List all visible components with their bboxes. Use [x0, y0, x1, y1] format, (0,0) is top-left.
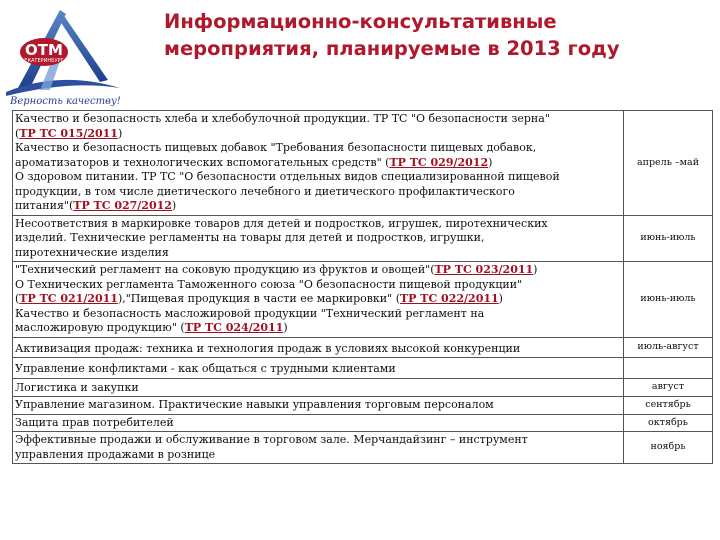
event-topic-line — [15, 263, 621, 278]
table-row — [13, 397, 713, 415]
event-topic-line — [15, 433, 621, 448]
event-topic-cell — [13, 262, 624, 338]
regulation-reference: ТР ТС 022/2011 — [400, 292, 499, 305]
topic-text: Управление магазином. Практические навыки управления торговым персоналом — [15, 398, 494, 411]
topic-text: Качество и безопасность масложировой продукции "Технический регламент на — [15, 306, 485, 320]
event-date-cell: ноябрь — [624, 432, 713, 464]
topic-text: изделий. Технические регламенты на товары для детей и подростков, игрушки, — [15, 231, 485, 244]
title-line-1: Информационно-консультативные — [164, 10, 557, 33]
topic-text: Эффективные продажи и обслуживание в торговом зале. Мерчандайзинг – инструмент — [15, 433, 528, 446]
title-line-2: мероприятия, планируемые в 2013 году — [164, 37, 620, 60]
topic-text: продукции, в том числе диетического лечебного и диетического профилактического — [15, 184, 515, 198]
event-date-cell: сентябрь — [624, 397, 713, 415]
regulation-reference: ТР ТС 015/2011 — [19, 126, 118, 140]
table-row — [13, 111, 713, 216]
topic-text: О Технических регламента Таможенного союза "О безопасности пищевой продукции" — [15, 277, 523, 291]
event-topic-line — [15, 278, 621, 293]
logo-text: ОТМ — [25, 41, 63, 59]
event-date-cell: август — [624, 378, 713, 397]
topic-text: ),"Пищевая продукция в части ее маркировки" ( — [117, 292, 400, 305]
event-topic-line — [15, 307, 621, 322]
events-table — [12, 110, 708, 464]
event-topic-line — [15, 398, 621, 413]
topic-text: пиротехнические изделия — [15, 245, 169, 259]
topic-text: масложировую продукцию" ( — [15, 321, 185, 334]
table-row — [13, 378, 713, 397]
event-date-cell: июнь-июль — [624, 262, 713, 338]
event-topic-line — [15, 199, 621, 214]
event-topic-line — [15, 362, 621, 377]
tagline: Верность качеству! — [10, 96, 121, 107]
event-topic-cell — [13, 432, 624, 464]
event-topic-line — [15, 292, 621, 307]
event-topic-cell — [13, 215, 624, 262]
topic-text: питания"( — [15, 199, 74, 212]
logo-subtext: ЕКАТЕРИНБУРГ — [24, 58, 64, 64]
event-topic-cell — [13, 337, 624, 358]
regulation-reference: ТР ТС 024/2011 — [184, 321, 284, 334]
topic-text: ) — [498, 292, 503, 305]
regulation-reference: ТР ТС 021/2011 — [19, 292, 118, 305]
topic-text: ( — [15, 292, 20, 305]
table-row — [13, 337, 713, 358]
topic-text: Логистика и закупки — [15, 380, 139, 394]
topic-text: Защита прав потребителей — [15, 415, 174, 429]
topic-text: ) — [283, 321, 288, 334]
topic-text: Качество и безопасность хлеба и хлебобулочной продукции. ТР ТС "О безопасности зерна" — [15, 112, 550, 125]
table-row — [13, 432, 713, 464]
topic-text: управления продажами в рознице — [15, 447, 216, 461]
event-topic-cell — [13, 378, 624, 397]
topic-text: ) — [171, 199, 177, 212]
event-topic-cell — [13, 414, 624, 432]
page-title — [164, 8, 714, 62]
event-topic-line — [15, 112, 621, 127]
topic-text: ) — [533, 263, 538, 276]
topic-text: ароматизаторов и технологических вспомогательных средств" ( — [15, 155, 390, 169]
topic-text: ) — [488, 155, 493, 169]
event-topic-line — [15, 416, 621, 431]
event-date-cell: июль-август — [624, 337, 713, 358]
regulation-reference: ТР ТС 029/2012 — [389, 155, 489, 169]
regulation-reference: ТР ТС 023/2011 — [434, 263, 534, 276]
event-topic-cell — [13, 358, 624, 379]
topic-text: Активизация продаж: техника и технология продаж в условиях высокой конкуренции — [15, 341, 521, 355]
event-topic-line — [15, 381, 621, 396]
regulation-reference: ТР ТС 027/2012 — [73, 199, 172, 212]
event-topic-line — [15, 185, 621, 200]
topic-text: О здоровом питании. ТР ТС "О безопасности отдельных видов специализированной пищевой — [15, 170, 560, 183]
event-topic-line — [15, 156, 621, 171]
topic-text: Несоответствия в маркировке товаров для детей и подростков, игрушек, пиротехнических — [15, 216, 548, 230]
event-date-cell: октябрь — [624, 414, 713, 432]
topic-text: Управление конфликтами - как общаться с трудными клиентами — [15, 362, 396, 375]
event-topic-line — [15, 170, 621, 185]
event-topic-line — [15, 246, 621, 261]
event-topic-line — [15, 141, 621, 156]
table-row — [13, 262, 713, 338]
topic-text: ) — [117, 126, 123, 140]
event-date-cell: апрель –май — [624, 111, 713, 216]
event-topic-line — [15, 321, 621, 336]
topic-text: ( — [15, 126, 20, 140]
event-topic-line — [15, 231, 621, 246]
table-row — [13, 414, 713, 432]
topic-text: Качество и безопасность пищевых добавок "Требования безопасности пищевых добавок, — [15, 141, 537, 154]
event-date-cell — [624, 358, 713, 379]
event-topic-cell — [13, 397, 624, 415]
event-topic-line — [15, 127, 621, 142]
event-date-cell: июнь-июль — [624, 215, 713, 262]
table-row — [13, 215, 713, 262]
table-row — [13, 358, 713, 379]
event-topic-line — [15, 217, 621, 232]
event-topic-cell — [13, 111, 624, 216]
event-topic-line — [15, 342, 621, 357]
topic-text: "Технический регламент на соковую продукцию из фруктов и овощей"( — [15, 263, 435, 276]
event-topic-line — [15, 448, 621, 463]
